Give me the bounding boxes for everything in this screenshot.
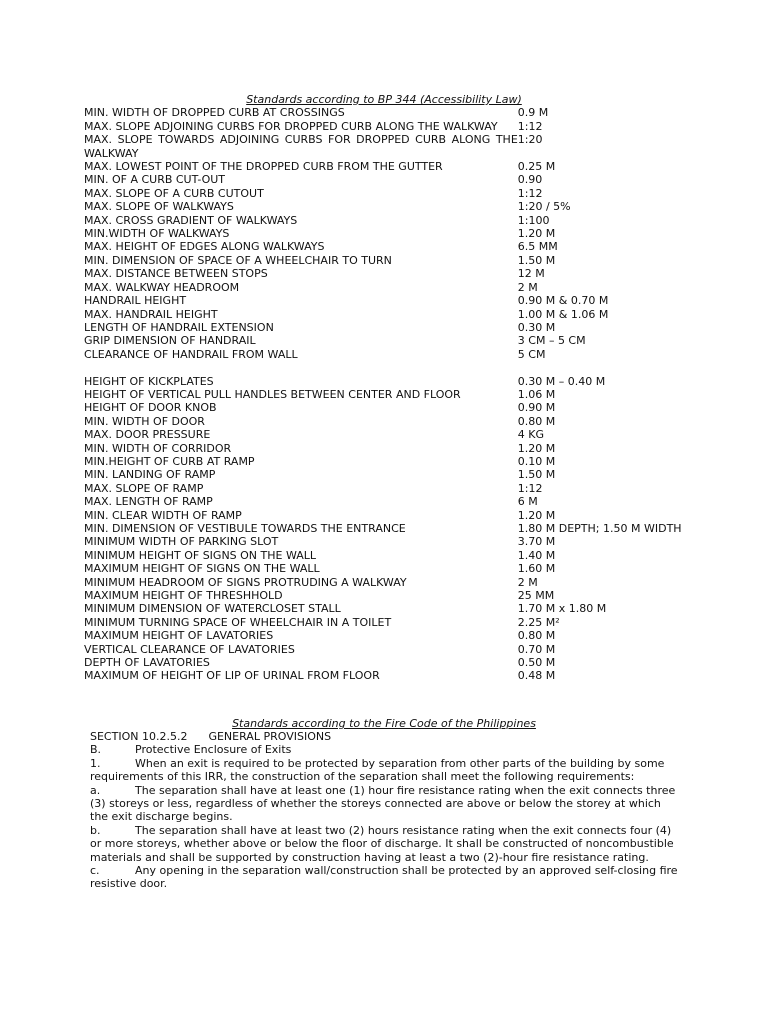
standard-label: DEPTH OF LAVATORIES xyxy=(84,656,210,670)
standard-row xyxy=(84,120,684,133)
standard-row xyxy=(84,240,684,253)
subsection-marker: B. xyxy=(90,743,102,757)
fire-code-title: Standards according to the Fire Code of the Philippines xyxy=(232,717,536,730)
standard-label: MIN.HEIGHT OF CURB AT RAMP xyxy=(84,454,255,468)
standard-value: 0.80 M xyxy=(517,629,556,643)
standard-value: 0.30 M – 0.40 M xyxy=(517,374,606,388)
standard-row xyxy=(84,415,684,428)
standard-value: 1:12 xyxy=(517,481,543,495)
standard-value: 1:12 xyxy=(517,186,543,200)
provision-item xyxy=(90,824,680,864)
standard-label: LENGTH OF HANDRAIL EXTENSION xyxy=(84,320,274,334)
provision-marker: b. xyxy=(90,823,101,837)
standard-label: VERTICAL CLEARANCE OF LAVATORIES xyxy=(84,642,295,656)
standard-label: MINIMUM TURNING SPACE OF WHEELCHAIR IN A TOILET xyxy=(84,615,392,629)
section-heading xyxy=(90,730,680,743)
standard-label: CLEARANCE OF HANDRAIL FROM WALL xyxy=(84,347,298,361)
bp344-title: Standards according to BP 344 (Accessibility Law) xyxy=(246,93,522,106)
standard-row xyxy=(84,495,684,508)
subsection-heading xyxy=(90,743,680,756)
standard-label: MIN. DIMENSION OF VESTIBULE TOWARDS THE ENTRANCE xyxy=(84,521,406,535)
standard-value: 2 M xyxy=(517,575,538,589)
standard-row xyxy=(84,522,684,535)
standard-row xyxy=(84,375,684,388)
standard-value: 1.60 M xyxy=(517,562,556,576)
standard-value: 1.70 M x 1.80 M xyxy=(517,602,607,616)
standard-row xyxy=(84,589,684,602)
standard-label: MAXIMUM HEIGHT OF LAVATORIES xyxy=(84,629,274,643)
provision-text: When an exit is required to be protected by separation from other parts of the building by some requirements of this IRR, the construction of the separation shall meet the following requirements: xyxy=(90,756,665,784)
standard-row xyxy=(84,321,684,334)
standard-label: MINIMUM DIMENSION OF WATERCLOSET STALL xyxy=(84,602,341,616)
standard-row xyxy=(84,281,684,294)
standard-label: MIN. CLEAR WIDTH OF RAMP xyxy=(84,508,242,522)
standard-value: 0.30 M xyxy=(517,320,556,334)
standard-row xyxy=(84,535,684,548)
standard-value: 1.06 M xyxy=(517,387,556,401)
bp344-standards-table xyxy=(84,106,684,682)
standard-label: MAX. WALKWAY HEADROOM xyxy=(84,280,240,294)
standard-value: 1.50 M xyxy=(517,253,556,267)
standard-label: MAXIMUM OF HEIGHT OF LIP OF URINAL FROM FLOOR xyxy=(84,669,380,683)
standard-label: HEIGHT OF VERTICAL PULL HANDLES BETWEEN CENTER AND FLOOR xyxy=(84,387,461,401)
standard-value: 2 M xyxy=(517,280,538,294)
standard-value: 1.20 M xyxy=(517,227,556,241)
standard-value: 0.50 M xyxy=(517,656,556,670)
standard-value: 0.90 xyxy=(517,173,543,187)
standard-value: 1:20 / 5% xyxy=(517,200,571,214)
standard-row xyxy=(84,482,684,495)
standard-row xyxy=(84,200,684,213)
standard-value: 1:12 xyxy=(517,119,543,133)
standard-label: MAX. SLOPE OF WALKWAYS xyxy=(84,200,234,214)
standard-value: 1:20 xyxy=(517,133,543,147)
standard-label: MIN. WIDTH OF DOOR xyxy=(84,414,205,428)
standard-value: 6 M xyxy=(517,495,538,509)
standard-value: 3.70 M xyxy=(517,535,556,549)
standard-label: GRIP DIMENSION OF HANDRAIL xyxy=(84,334,256,348)
standard-value: 6.5 MM xyxy=(517,240,558,254)
standard-row xyxy=(84,656,684,669)
standard-value: 25 MM xyxy=(517,589,555,603)
provision-marker: a. xyxy=(90,783,101,797)
standard-label: MINIMUM HEIGHT OF SIGNS ON THE WALL xyxy=(84,548,317,562)
provision-text: Any opening in the separation wall/construction shall be protected by an approved self-closing fire resistive door. xyxy=(90,864,678,891)
standard-value: 0.25 M xyxy=(517,160,556,174)
provision-marker: 1. xyxy=(90,756,101,770)
standard-value: 0.90 M xyxy=(517,401,556,415)
provision-item xyxy=(90,864,680,891)
standard-row xyxy=(84,455,684,468)
standard-value: 1:100 xyxy=(517,213,550,227)
standard-value: 1.20 M xyxy=(517,508,556,522)
standard-row xyxy=(84,187,684,200)
standard-row xyxy=(84,106,684,119)
standard-row xyxy=(84,629,684,642)
standard-row xyxy=(84,428,684,441)
standard-label: MIN. WIDTH OF DROPPED CURB AT CROSSINGS xyxy=(84,106,345,120)
standard-label: MAX. LENGTH OF RAMP xyxy=(84,495,213,509)
standard-value: 2.25 M² xyxy=(517,615,560,629)
standard-label: MAX. HEIGHT OF EDGES ALONG WALKWAYS xyxy=(84,240,325,254)
standard-label: MAX. SLOPE ADJOINING CURBS FOR DROPPED CURB ALONG THE WALKWAY xyxy=(84,119,498,133)
standard-row xyxy=(84,643,684,656)
provision-text: The separation shall have at least one (1) hour fire resistance rating when the exit connects three (3) storeys or less, regardless of whether the storeys connected are above or below the storey at which the exit discharge begins. xyxy=(90,783,676,824)
standard-row xyxy=(84,442,684,455)
standard-label: MIN.WIDTH OF WALKWAYS xyxy=(84,227,230,241)
standard-value: 4 KG xyxy=(517,428,545,442)
standard-label: MIN. LANDING OF RAMP xyxy=(84,468,216,482)
standard-row xyxy=(84,267,684,280)
fire-code-provisions xyxy=(90,757,680,891)
standard-value: 0.90 M & 0.70 M xyxy=(517,294,609,308)
standard-row xyxy=(84,214,684,227)
standard-row xyxy=(84,348,684,361)
section-number: SECTION 10.2.5.2 xyxy=(90,730,188,743)
standards-group-2 xyxy=(84,375,684,683)
standard-row xyxy=(84,549,684,562)
standard-label: MIN. WIDTH OF CORRIDOR xyxy=(84,441,232,455)
standard-label: MIN. OF A CURB CUT-OUT xyxy=(84,173,226,187)
standard-row xyxy=(84,308,684,321)
standard-value: 0.9 M xyxy=(517,106,549,120)
standard-row xyxy=(84,562,684,575)
standard-row xyxy=(84,334,684,347)
subsection-title: Protective Enclosure of Exits xyxy=(135,743,292,757)
standard-row xyxy=(84,254,684,267)
standard-value: 1.00 M & 1.06 M xyxy=(517,307,609,321)
standard-row xyxy=(84,160,684,173)
standard-row xyxy=(84,133,684,160)
provision-item xyxy=(90,784,680,824)
standard-label: HEIGHT OF DOOR KNOB xyxy=(84,401,217,415)
standard-label: MAX. DOOR PRESSURE xyxy=(84,428,211,442)
standard-label: HANDRAIL HEIGHT xyxy=(84,294,187,308)
standard-label: MINIMUM HEADROOM OF SIGNS PROTRUDING A WALKWAY xyxy=(84,575,407,589)
fire-code-section xyxy=(90,730,680,891)
standard-label: MAX. LOWEST POINT OF THE DROPPED CURB FROM THE GUTTER xyxy=(84,160,443,174)
standard-label: MAXIMUM HEIGHT OF SIGNS ON THE WALL xyxy=(84,562,320,576)
group-spacer xyxy=(84,361,684,374)
standard-label: MAX. SLOPE TOWARDS ADJOINING CURBS FOR DROPPED CURB ALONG THE WALKWAY xyxy=(84,133,518,160)
standard-row xyxy=(84,669,684,682)
section-title: GENERAL PROVISIONS xyxy=(208,730,332,743)
standard-label: MAXIMUM HEIGHT OF THRESHHOLD xyxy=(84,589,283,603)
standard-value: 0.10 M xyxy=(517,454,556,468)
standard-label: MAX. CROSS GRADIENT OF WALKWAYS xyxy=(84,213,298,227)
standards-group-1 xyxy=(84,106,684,361)
standard-row xyxy=(84,616,684,629)
standard-row xyxy=(84,576,684,589)
standard-label: MIN. DIMENSION OF SPACE OF A WHEELCHAIR TO TURN xyxy=(84,253,392,267)
provision-text: The separation shall have at least two (2) hours resistance rating when the exit connects four (4) or more storeys, whether above or below the floor of discharge. It shall be constructed of noncombustible materials and shall be supported by construction having at least a two (2)-hour fire resistance rating. xyxy=(90,823,674,864)
standard-value: 1.50 M xyxy=(517,468,556,482)
standard-row xyxy=(84,388,684,401)
standard-row xyxy=(84,468,684,481)
standard-value: 0.48 M xyxy=(517,669,556,683)
standard-row xyxy=(84,173,684,186)
standard-row xyxy=(84,294,684,307)
provision-item xyxy=(90,757,680,784)
standard-label: MAX. SLOPE OF RAMP xyxy=(84,481,204,495)
standard-value: 1.40 M xyxy=(517,548,556,562)
standard-value: 0.80 M xyxy=(517,414,556,428)
standard-value: 1.20 M xyxy=(517,441,556,455)
standard-label: MAX. DISTANCE BETWEEN STOPS xyxy=(84,267,268,281)
standard-value: 12 M xyxy=(517,267,545,281)
standard-label: HEIGHT OF KICKPLATES xyxy=(84,374,214,388)
standard-value: 0.70 M xyxy=(517,642,556,656)
standard-row xyxy=(84,509,684,522)
standard-label: MINIMUM WIDTH OF PARKING SLOT xyxy=(84,535,279,549)
bp344-section xyxy=(84,93,684,683)
standard-label: MAX. HANDRAIL HEIGHT xyxy=(84,307,218,321)
standard-row xyxy=(84,602,684,615)
standard-row xyxy=(84,227,684,240)
standard-value: 5 CM xyxy=(517,347,546,361)
provision-marker: c. xyxy=(90,864,100,878)
standard-value: 1.80 M DEPTH; 1.50 M WIDTH xyxy=(517,521,682,535)
standard-label: MAX. SLOPE OF A CURB CUTOUT xyxy=(84,186,264,200)
standard-row xyxy=(84,401,684,414)
standard-value: 3 CM – 5 CM xyxy=(517,334,586,348)
